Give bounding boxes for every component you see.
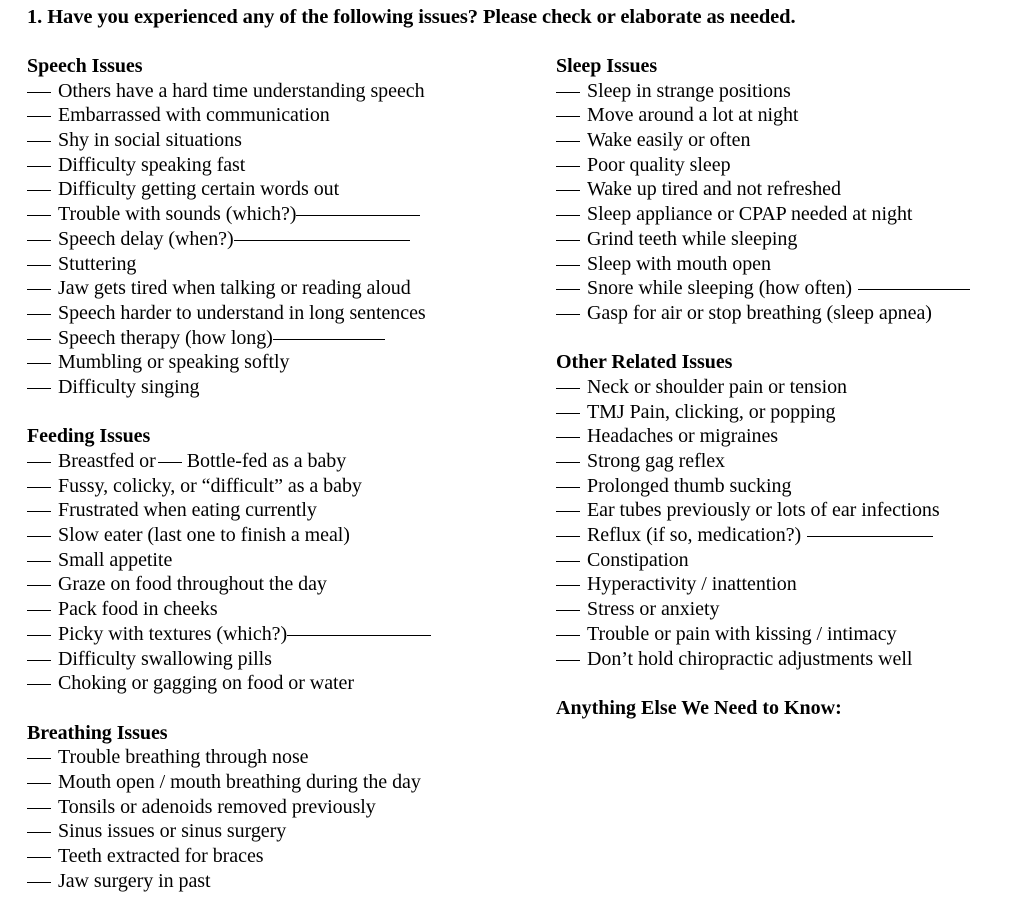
checklist-item-label: Tonsils or adenoids removed previously [58,795,376,818]
checklist-item[interactable] [556,548,1016,573]
checkbox-blank[interactable] [556,536,580,537]
checklist-item[interactable] [27,597,527,622]
checklist-item-label: Picky with textures (which?) [58,622,288,645]
checklist-item-label: TMJ Pain, clicking, or popping [587,400,836,423]
checkbox-blank[interactable] [556,289,580,290]
checkbox-blank[interactable] [556,265,580,266]
checklist-item[interactable] [27,128,527,153]
checklist-item-label-secondary: Bottle-fed as a baby [186,450,347,472]
checklist-item[interactable] [556,276,1016,301]
section-heading: Sleep Issues [556,55,658,77]
checkbox-blank[interactable] [556,190,580,191]
checklist-item[interactable] [27,375,527,400]
checkbox-blank[interactable] [27,462,51,463]
checklist-item[interactable] [556,449,1016,474]
section-heading: Speech Issues [27,55,143,77]
checklist-item-label: Speech harder to understand in long sentences [58,301,426,324]
checklist-item-label: Breastfed or [58,450,156,472]
checkbox-blank[interactable] [556,240,580,241]
checklist-item-label: Fussy, colicky, or “difficult” as a baby [58,474,362,497]
checklist-item-label: Speech delay (when?) [58,227,234,250]
checklist-item[interactable] [556,622,1016,647]
checkbox-blank[interactable] [556,610,580,611]
checkbox-blank[interactable] [27,561,51,562]
checklist-item-label: Sleep with mouth open [587,252,771,275]
checkbox-blank[interactable] [27,339,51,340]
checkbox-blank[interactable] [27,684,51,685]
checklist-item-label: Frustrated when eating currently [58,499,317,522]
checklist-item[interactable] [27,103,527,128]
checkbox-blank[interactable] [556,215,580,216]
checklist-item-label: Gasp for air or stop breathing (sleep apnea) [587,301,932,324]
checklist-item[interactable] [27,671,527,696]
checklist-item[interactable] [27,202,527,227]
checkbox-blank[interactable] [27,660,51,661]
checklist-item-label: Reflux (if so, medication?) [587,524,802,547]
section-feeding-issues [27,424,527,696]
checklist-item[interactable] [556,647,1016,672]
checkbox-blank[interactable] [27,116,51,117]
checkbox-blank[interactable] [27,215,51,216]
checklist-item[interactable] [27,252,527,277]
checklist-item[interactable] [556,474,1016,499]
checkbox-blank[interactable] [27,240,51,241]
checkbox-blank[interactable] [27,585,51,586]
checklist-item-label: Others have a hard time understanding speech [58,79,425,102]
checklist-item-label: Ear tubes previously or lots of ear infections [587,499,940,522]
checkbox-blank[interactable] [27,783,51,784]
checklist-item-label: Wake up tired and not refreshed [587,178,841,201]
checklist-item-label: Stuttering [58,252,137,275]
checklist-item[interactable] [27,572,527,597]
write-in-line[interactable] [807,536,933,537]
checkbox-blank[interactable] [27,141,51,142]
checkbox-blank[interactable] [27,314,51,315]
checklist-item-label: Shy in social situations [58,129,242,152]
checklist-item[interactable] [556,79,1016,104]
page-title: 1. Have you experienced any of the following issues? Please check or elaborate as needed. [27,6,796,28]
checklist-item[interactable] [556,572,1016,597]
checklist-item-label: Mumbling or speaking softly [58,351,290,374]
checklist-item-label: Neck or shoulder pain or tension [587,375,848,398]
checklist-item[interactable] [556,252,1016,277]
section-spacer [556,671,1016,696]
checkbox-blank[interactable] [556,116,580,117]
checklist-item-label: Hyperactivity / inattention [587,573,797,596]
checklist-item[interactable] [27,276,527,301]
checkbox-blank[interactable] [27,758,51,759]
checklist-item[interactable] [556,153,1016,178]
checklist-item-label: Difficulty singing [58,375,200,398]
section-heading: Other Related Issues [556,351,733,374]
checklist-item-label: Teeth extracted for braces [58,845,264,867]
checklist-item[interactable] [27,869,527,894]
checklist-item[interactable] [556,128,1016,153]
checklist-item-label: Wake easily or often [587,129,751,152]
checklist-item[interactable] [556,202,1016,227]
section-breathing-issues [27,721,527,894]
checklist-item[interactable] [556,177,1016,202]
right-column [556,54,1016,721]
section-speech-issues [27,54,527,400]
checklist-item-label: Slow eater (last one to finish a meal) [58,524,350,547]
checklist-item[interactable] [27,647,527,672]
checkbox-blank[interactable] [556,511,580,512]
checkbox-blank[interactable] [27,388,51,389]
checkbox-blank[interactable] [27,832,51,833]
write-in-line[interactable] [287,635,431,636]
checkbox-blank[interactable] [27,857,51,858]
checklist-item-label: Mouth open / mouth breathing during the day [58,770,421,793]
section-heading: Feeding Issues [27,425,151,448]
write-in-line[interactable] [296,215,420,216]
checklist-item[interactable] [556,498,1016,523]
checklist-item-label: Strong gag reflex [587,450,725,472]
section-heading: Breathing Issues [27,721,168,744]
checklist-item[interactable] [27,474,527,499]
checklist-item[interactable] [27,622,527,647]
checkbox-blank[interactable] [556,487,580,488]
checklist-item[interactable] [27,498,527,523]
checkbox-blank[interactable] [556,561,580,562]
write-in-line[interactable] [234,240,410,241]
checklist-item[interactable] [27,795,527,820]
section-other-related-issues [556,350,1016,671]
checklist-item[interactable] [27,227,527,252]
checkbox-blank[interactable] [556,413,580,414]
checklist-item-label: Don’t hold chiropractic adjustments well [587,647,913,670]
checkbox-blank[interactable] [27,166,51,167]
checkbox-blank[interactable] [556,92,580,93]
checklist-item-label: Constipation [587,548,689,571]
left-column [27,54,527,893]
checklist-item-label: Graze on food throughout the day [58,573,327,596]
checkbox-blank[interactable] [27,808,51,809]
checklist-item-label: Speech therapy (how long) [58,326,273,349]
checklist-item[interactable] [556,227,1016,252]
checklist-item[interactable] [27,79,527,104]
checklist-item-label: Trouble with sounds (which?) [58,203,297,226]
checkbox-blank[interactable] [27,487,51,488]
checkbox-blank[interactable] [556,437,580,438]
write-in-line[interactable] [858,289,970,290]
write-in-line[interactable] [273,339,385,340]
checklist-item-label: Difficulty speaking fast [58,153,246,176]
checkbox-blank[interactable] [556,462,580,463]
checkbox-blank-inline[interactable] [158,462,182,463]
checkbox-blank[interactable] [27,92,51,93]
checklist-item-label: Trouble breathing through nose [58,746,309,769]
checklist-item-label: Stress or anxiety [587,598,720,621]
checkbox-blank[interactable] [27,511,51,512]
checklist-item-label: Difficulty getting certain words out [58,178,340,201]
anything-else-heading: Anything Else We Need to Know: [556,696,842,719]
checklist-item[interactable] [27,523,527,548]
checkbox-blank[interactable] [27,363,51,364]
checkbox-blank[interactable] [27,265,51,266]
checklist-item[interactable] [556,103,1016,128]
checklist-item-label: Trouble or pain with kissing / intimacy [587,622,897,645]
checklist-item[interactable] [556,424,1016,449]
checkbox-blank[interactable] [27,882,51,883]
checklist-item[interactable] [27,153,527,178]
checklist-item-label: Prolonged thumb sucking [587,474,792,497]
checklist-item-label: Jaw surgery in past [58,869,211,892]
checklist-item-label: Pack food in cheeks [58,598,218,621]
checklist-item-label: Choking or gagging on food or water [58,672,354,695]
checklist-item[interactable] [556,400,1016,425]
section-sleep-issues [556,54,1016,326]
checkbox-blank[interactable] [556,388,580,389]
checklist-item-label: Snore while sleeping (how often) [587,277,853,300]
checklist-item[interactable] [27,326,527,351]
checklist-item-label: Sleep appliance or CPAP needed at night [587,203,913,226]
checklist-item[interactable] [27,449,527,474]
checklist-item[interactable] [556,597,1016,622]
checklist-item-label: Sleep in strange positions [587,79,791,102]
checkbox-blank[interactable] [556,585,580,586]
checklist-item-label: Small appetite [58,548,173,571]
checklist-item-label: Sinus issues or sinus surgery [58,820,287,843]
checkbox-blank[interactable] [27,635,51,636]
checklist-item[interactable] [27,301,527,326]
checklist-item[interactable] [27,177,527,202]
checklist-item[interactable] [27,548,527,573]
checkbox-blank[interactable] [27,536,51,537]
checklist-item-label: Jaw gets tired when talking or reading aloud [58,277,411,300]
checklist-item-label: Difficulty swallowing pills [58,647,272,670]
checklist-item[interactable] [27,350,527,375]
checkbox-blank[interactable] [27,289,51,290]
checkbox-blank[interactable] [556,166,580,167]
checklist-item-label: Headaches or migraines [587,425,779,448]
checklist-item-label: Embarrassed with communication [58,104,330,127]
checklist-item[interactable] [556,523,1016,548]
checklist-item[interactable] [556,375,1016,400]
checklist-item[interactable] [27,770,527,795]
checkbox-blank[interactable] [556,314,580,315]
checkbox-blank[interactable] [27,610,51,611]
checkbox-blank[interactable] [556,660,580,661]
checkbox-blank[interactable] [556,141,580,142]
checklist-item[interactable] [27,819,527,844]
checkbox-blank[interactable] [556,635,580,636]
checklist-item[interactable] [27,844,527,869]
checklist-item-label: Move around a lot at night [587,104,799,127]
checkbox-blank[interactable] [27,190,51,191]
checklist-item[interactable] [27,745,527,770]
checklist-item[interactable] [556,301,1016,326]
checklist-item-label: Grind teeth while sleeping [587,227,798,250]
checklist-item-label: Poor quality sleep [587,153,731,176]
